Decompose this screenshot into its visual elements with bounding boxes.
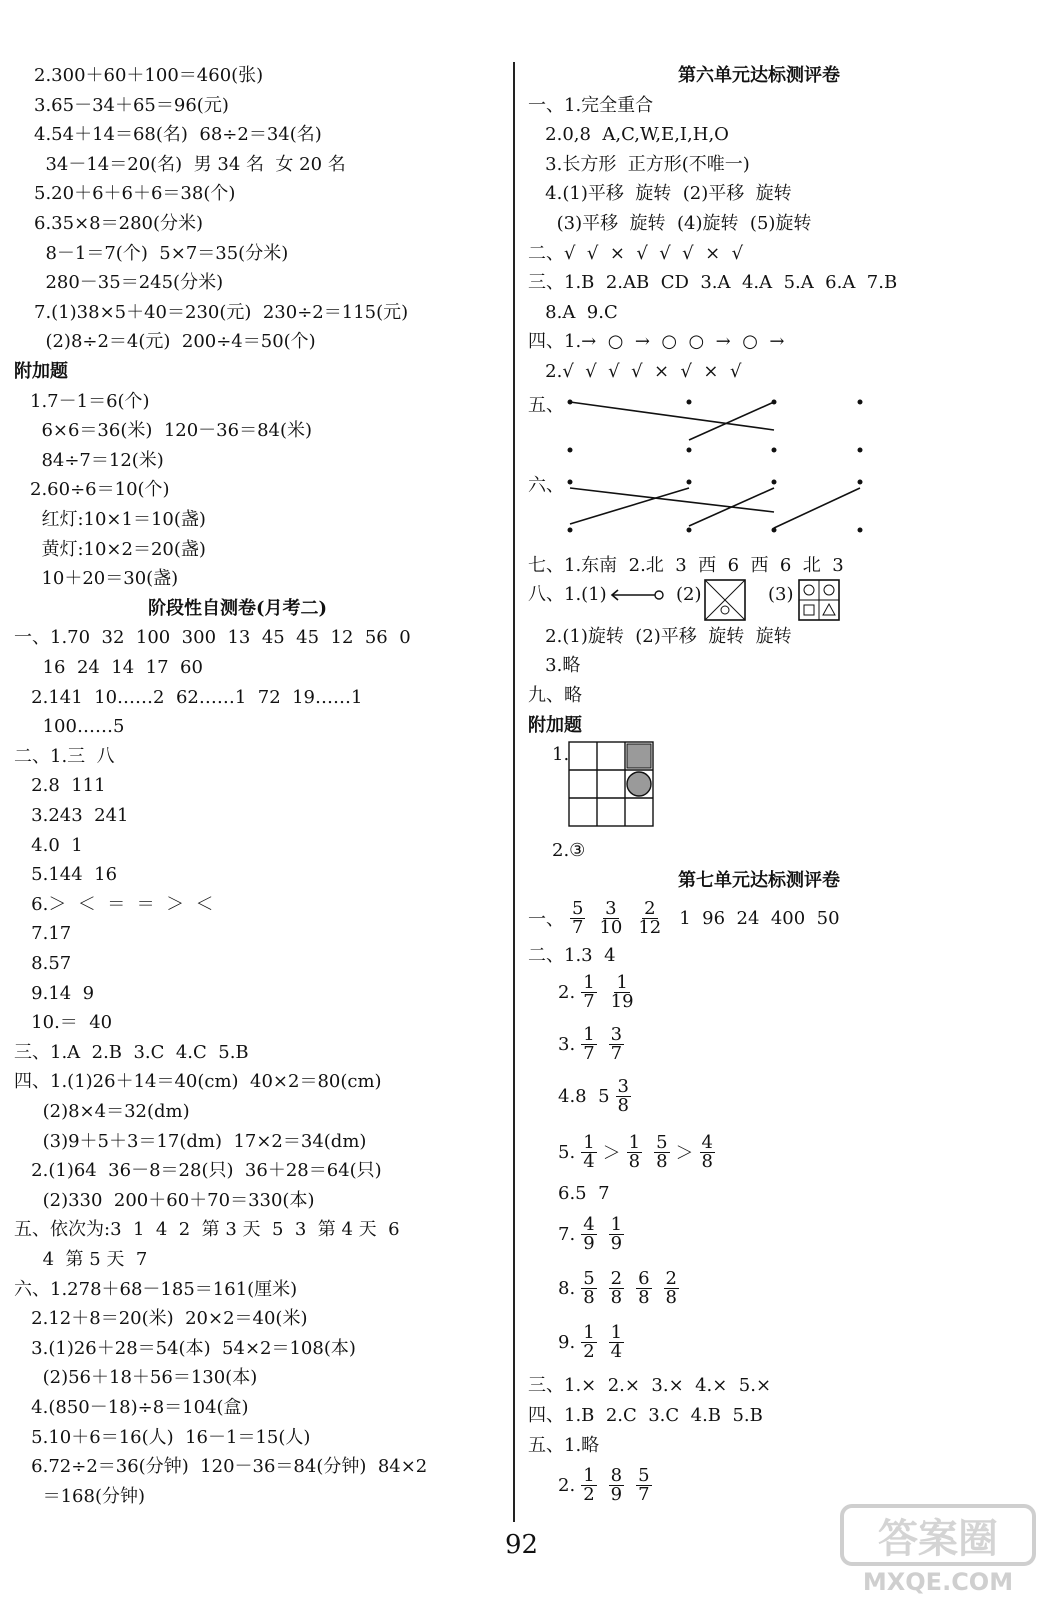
q8-label: 八、1.(1) xyxy=(528,584,607,606)
matching-diagram-6 xyxy=(564,476,864,538)
extra-title: 附加题 xyxy=(14,361,68,382)
fraction xyxy=(581,1213,596,1254)
fraction-denominator: 8 xyxy=(610,1286,623,1308)
fraction-numerator: 1 xyxy=(583,1131,595,1153)
fraction xyxy=(581,1467,596,1504)
answer-line: 34－14＝20(名) 男 34 名 女 20 名 xyxy=(34,153,346,175)
answer-line: 2.0,8 A,C,W,E,I,H,O xyxy=(528,124,729,146)
fraction-denominator: 8 xyxy=(638,1286,650,1308)
fraction-denominator: 9 xyxy=(610,1484,623,1506)
fraction-numerator: 5 xyxy=(656,1131,668,1153)
unit7-title: 第七单元达标测评卷 xyxy=(678,869,840,891)
answer-line: 2.(1)旋转 (2)平移 旋转 旋转 xyxy=(528,625,792,647)
page-number: 92 xyxy=(505,1530,539,1560)
question-label: 5. xyxy=(558,1141,576,1163)
answer-line: 10.＝ 40 xyxy=(14,1012,113,1034)
fraction xyxy=(627,1131,642,1172)
answer-line: 5.20＋6＋6＋6＝38(个) xyxy=(34,183,236,205)
fraction xyxy=(581,1131,596,1172)
extra-title-right: 附加题 xyxy=(528,714,582,736)
fraction xyxy=(700,1131,715,1172)
fraction-numerator: 6 xyxy=(638,1267,650,1289)
unit6-title: 第六单元达标测评卷 xyxy=(678,65,840,86)
fraction-numerator: 1 xyxy=(583,1321,595,1343)
answer-line: 84÷7＝12(米) xyxy=(30,449,164,471)
answer-line: 9.14 9 xyxy=(14,982,95,1004)
fraction-denominator: 19 xyxy=(610,990,634,1012)
answer-line: 五、1.略 xyxy=(528,1434,600,1456)
question-label: 8. xyxy=(558,1277,576,1299)
answer-line: 3.243 241 xyxy=(14,805,129,826)
fraction-denominator: 4 xyxy=(610,1340,623,1362)
fraction xyxy=(609,1467,624,1504)
answer-line: 3.65－34＋65＝96(元) xyxy=(34,94,229,116)
answer-line: 三、1.× 2.× 3.× 4.× 5.× xyxy=(528,1375,772,1397)
fraction-row xyxy=(558,1210,630,1258)
q8-label-3: (3) xyxy=(768,584,794,606)
grid-figure xyxy=(568,741,658,829)
answer-line: 6.72÷2＝36(分钟) 120－36＝84(分钟) 84×2 xyxy=(14,1456,428,1478)
q6-label: 六、 xyxy=(528,474,564,496)
answer-line: 4.54＋14＝68(名) 68÷2＝34(名) xyxy=(34,124,322,146)
answer-line: 4 第 5 天 7 xyxy=(14,1249,148,1270)
fraction-row xyxy=(558,1462,658,1510)
fraction-numerator: 2 xyxy=(665,1267,677,1289)
column-divider xyxy=(513,62,515,1522)
answer-line: 280－35＝245(分米) xyxy=(34,272,224,294)
question-label: 4.8 5 xyxy=(558,1085,610,1107)
fraction xyxy=(636,1267,651,1308)
fraction-denominator: 8 xyxy=(628,1150,641,1172)
answer-line: (2)8×4＝32(dm) xyxy=(14,1101,190,1122)
answer-line: 六、1.278＋68－185＝161(厘米) xyxy=(14,1278,298,1300)
fraction xyxy=(664,1267,679,1308)
fraction xyxy=(581,971,596,1012)
fraction-row xyxy=(558,1020,630,1068)
answer-line: 九、略 xyxy=(528,685,582,706)
answer-line: 四、1.→ ○ → ○ ○ → ○ → xyxy=(528,331,785,353)
fraction-denominator: 4 xyxy=(583,1150,595,1172)
fraction-numerator: 1 xyxy=(610,1321,623,1343)
answer-line: 一、1.70 32 100 300 13 45 45 12 56 0 xyxy=(14,627,411,649)
svg-text:答案圈: 答案圈 xyxy=(878,1516,998,1562)
fraction-numerator: 1 xyxy=(610,1213,623,1235)
answer-line: 6.35×8＝280(分米) xyxy=(34,213,204,234)
rotation-arrow-figure xyxy=(608,587,664,603)
answer-line: 7.(1)38×5＋40＝230(元) 230÷2＝115(元) xyxy=(34,301,409,323)
answer-tail: 1 96 24 400 50 xyxy=(679,907,840,929)
shape-grid-figure xyxy=(798,579,840,621)
fraction-numerator: 1 xyxy=(583,1465,595,1487)
answer-line: 四、1.B 2.C 3.C 4.B 5.B xyxy=(528,1405,763,1426)
answer-line: 8.A 9.C xyxy=(528,301,618,323)
answer-line: 二、1.3 4 xyxy=(528,945,616,967)
answer-line: 3.略 xyxy=(528,655,581,677)
extra-q1-label: 1. xyxy=(552,744,570,766)
fraction-denominator: 2 xyxy=(583,1340,595,1362)
answer-line: 2.8 111 xyxy=(14,775,106,797)
fraction xyxy=(636,897,663,938)
fraction-row xyxy=(558,1072,637,1120)
question-label: 3. xyxy=(558,1033,576,1055)
fraction-numerator: 1 xyxy=(583,1023,595,1045)
answer-line: 三、1.A 2.B 3.C 4.C 5.B xyxy=(14,1041,249,1063)
fraction-denominator: 7 xyxy=(572,916,584,938)
fraction-numerator: 3 xyxy=(605,897,617,919)
fraction-denominator: 12 xyxy=(638,916,662,938)
fraction-denominator: 8 xyxy=(665,1286,677,1308)
answer-line: 6.＞ ＜ ＝ ＝ ＞ ＜ xyxy=(14,893,214,915)
cross-square-figure xyxy=(704,579,746,621)
fraction xyxy=(636,1467,651,1504)
fraction-denominator: 10 xyxy=(599,916,623,938)
answer-line: 3.(1)26＋28＝54(本) 54×2＝108(本) xyxy=(14,1337,356,1359)
answer-line: (2)8÷2＝4(元) 200÷4＝50(个) xyxy=(34,331,316,353)
answer-line: 6×6＝36(米) 120－36＝84(米) xyxy=(30,420,313,442)
question-label: 一、 xyxy=(528,909,564,931)
fraction-numerator: 2 xyxy=(610,1267,623,1289)
fraction-row xyxy=(528,894,840,942)
fraction xyxy=(609,1023,624,1064)
section-title: 阶段性自测卷(月考二) xyxy=(148,597,328,619)
fraction-denominator: 7 xyxy=(610,1042,623,1064)
fraction xyxy=(597,897,624,938)
answer-line: (3)平移 旋转 (4)旋转 (5)旋转 xyxy=(528,213,812,234)
question-label: 2. xyxy=(558,981,576,1003)
answer-line: 二、√ √ × √ √ √ × √ xyxy=(528,242,744,264)
answer-line: (3)9＋5＋3＝17(dm) 17×2＝34(dm) xyxy=(14,1130,367,1152)
fraction-numerator: 8 xyxy=(610,1465,623,1487)
fraction-numerator: 5 xyxy=(572,897,584,919)
fraction-denominator: 8 xyxy=(617,1094,629,1116)
answer-line: (2)330 200＋60＋70＝330(本) xyxy=(14,1189,315,1211)
fraction xyxy=(570,897,585,938)
fraction-denominator: 7 xyxy=(583,990,595,1012)
answer-line: 2.√ √ √ √ × √ × √ xyxy=(528,361,742,382)
fraction-denominator: 8 xyxy=(583,1286,595,1308)
answer-line: 1.7－1＝6(个) xyxy=(30,390,150,412)
fraction xyxy=(581,1321,596,1362)
fraction xyxy=(609,1321,624,1362)
question-label: 9. xyxy=(558,1331,576,1353)
answer-line: (2)56＋18＋56＝130(本) xyxy=(14,1367,258,1389)
fraction-numerator: 3 xyxy=(610,1023,623,1045)
fraction-row xyxy=(558,1264,685,1312)
answer-line: 2.60÷6＝10(个) xyxy=(30,479,170,501)
answer-line: 6.5 7 xyxy=(558,1183,610,1205)
question-label: 7. xyxy=(558,1223,576,1245)
svg-text:MXQE.COM: MXQE.COM xyxy=(862,1568,1014,1596)
answer-line: 4.0 1 xyxy=(14,834,83,856)
q8-label-2: (2) xyxy=(676,584,702,606)
fraction-denominator: 9 xyxy=(610,1232,623,1254)
fraction-denominator: 8 xyxy=(701,1150,713,1172)
answer-line: 5.144 16 xyxy=(14,864,118,886)
answer-line: 2.(1)64 36－8＝28(只) 36＋28＝64(只) xyxy=(14,1160,382,1182)
fraction-numerator: 4 xyxy=(583,1213,595,1235)
fraction-row xyxy=(558,1318,630,1366)
answer-line: 4.(1)平移 旋转 (2)平移 旋转 xyxy=(528,183,792,205)
answer-line: 5.10＋6＝16(人) 16－1＝15(人) xyxy=(14,1426,311,1448)
extra-q2: 2.③ xyxy=(552,840,586,862)
fraction xyxy=(654,1131,669,1172)
fraction-numerator: 5 xyxy=(638,1465,650,1487)
fraction-numerator: 3 xyxy=(617,1075,629,1097)
fraction-numerator: 1 xyxy=(616,971,628,993)
fraction-row xyxy=(558,1128,721,1176)
fraction-numerator: 1 xyxy=(583,971,595,993)
answer-line: 红灯:10×1＝10(盏) xyxy=(30,509,206,530)
fraction xyxy=(581,1023,596,1064)
fraction-denominator: 9 xyxy=(583,1232,595,1254)
fraction xyxy=(609,1213,624,1254)
answer-line: 七、1.东南 2.北 3 西 6 西 6 北 3 xyxy=(528,554,844,576)
greater-than-sign: ＞ xyxy=(602,1143,621,1165)
answer-line: 8.57 xyxy=(14,953,72,974)
matching-diagram-5 xyxy=(564,396,864,458)
answer-line: 一、1.完全重合 xyxy=(528,94,654,116)
answer-line: 8－1＝7(个) 5×7＝35(分米) xyxy=(34,242,289,264)
answer-line: 三、1.B 2.AB CD 3.A 4.A 5.A 6.A 7.B xyxy=(528,272,898,294)
answer-line: 四、1.(1)26＋14＝40(cm) 40×2＝80(cm) xyxy=(14,1071,382,1093)
answer-line: 2.141 10……2 62……1 72 19……1 xyxy=(14,686,363,708)
watermark-logo xyxy=(838,1500,1038,1596)
fraction-numerator: 2 xyxy=(644,897,656,919)
fraction-denominator: 2 xyxy=(583,1484,595,1506)
answer-line: ＝168(分钟) xyxy=(14,1485,146,1507)
answer-line: 7.17 xyxy=(14,923,72,945)
answer-line: 黄灯:10×2＝20(盏) xyxy=(30,538,206,560)
answer-line: 2.300＋60＋100＝460(张) xyxy=(34,65,264,86)
fraction xyxy=(581,1267,596,1308)
answer-line: 2.12＋8＝20(米) 20×2＝40(米) xyxy=(14,1308,308,1330)
greater-than-sign: ＞ xyxy=(675,1143,694,1165)
answer-line: 16 24 14 17 60 xyxy=(14,657,203,678)
answer-line: 100……5 xyxy=(14,716,125,738)
fraction-denominator: 8 xyxy=(656,1150,668,1172)
question-label: 2. xyxy=(558,1475,576,1497)
fraction xyxy=(609,971,636,1012)
answer-line: 二、1.三 八 xyxy=(14,745,115,767)
fraction-numerator: 1 xyxy=(628,1131,641,1153)
q5-label: 五、 xyxy=(528,394,564,416)
fraction-denominator: 7 xyxy=(638,1484,650,1506)
fraction-numerator: 4 xyxy=(701,1131,713,1153)
answer-line: 五、依次为:3 1 4 2 第 3 天 5 3 第 4 天 6 xyxy=(14,1219,400,1241)
answer-line: 4.(850－18)÷8＝104(盒) xyxy=(14,1397,249,1418)
answer-line: 10＋20＝30(盏) xyxy=(30,568,179,590)
fraction-numerator: 5 xyxy=(583,1267,595,1289)
fraction xyxy=(609,1267,624,1308)
fraction-denominator: 7 xyxy=(583,1042,595,1064)
fraction xyxy=(616,1075,631,1116)
fraction-row xyxy=(558,968,642,1016)
answer-line: 3.长方形 正方形(不唯一) xyxy=(528,153,750,175)
